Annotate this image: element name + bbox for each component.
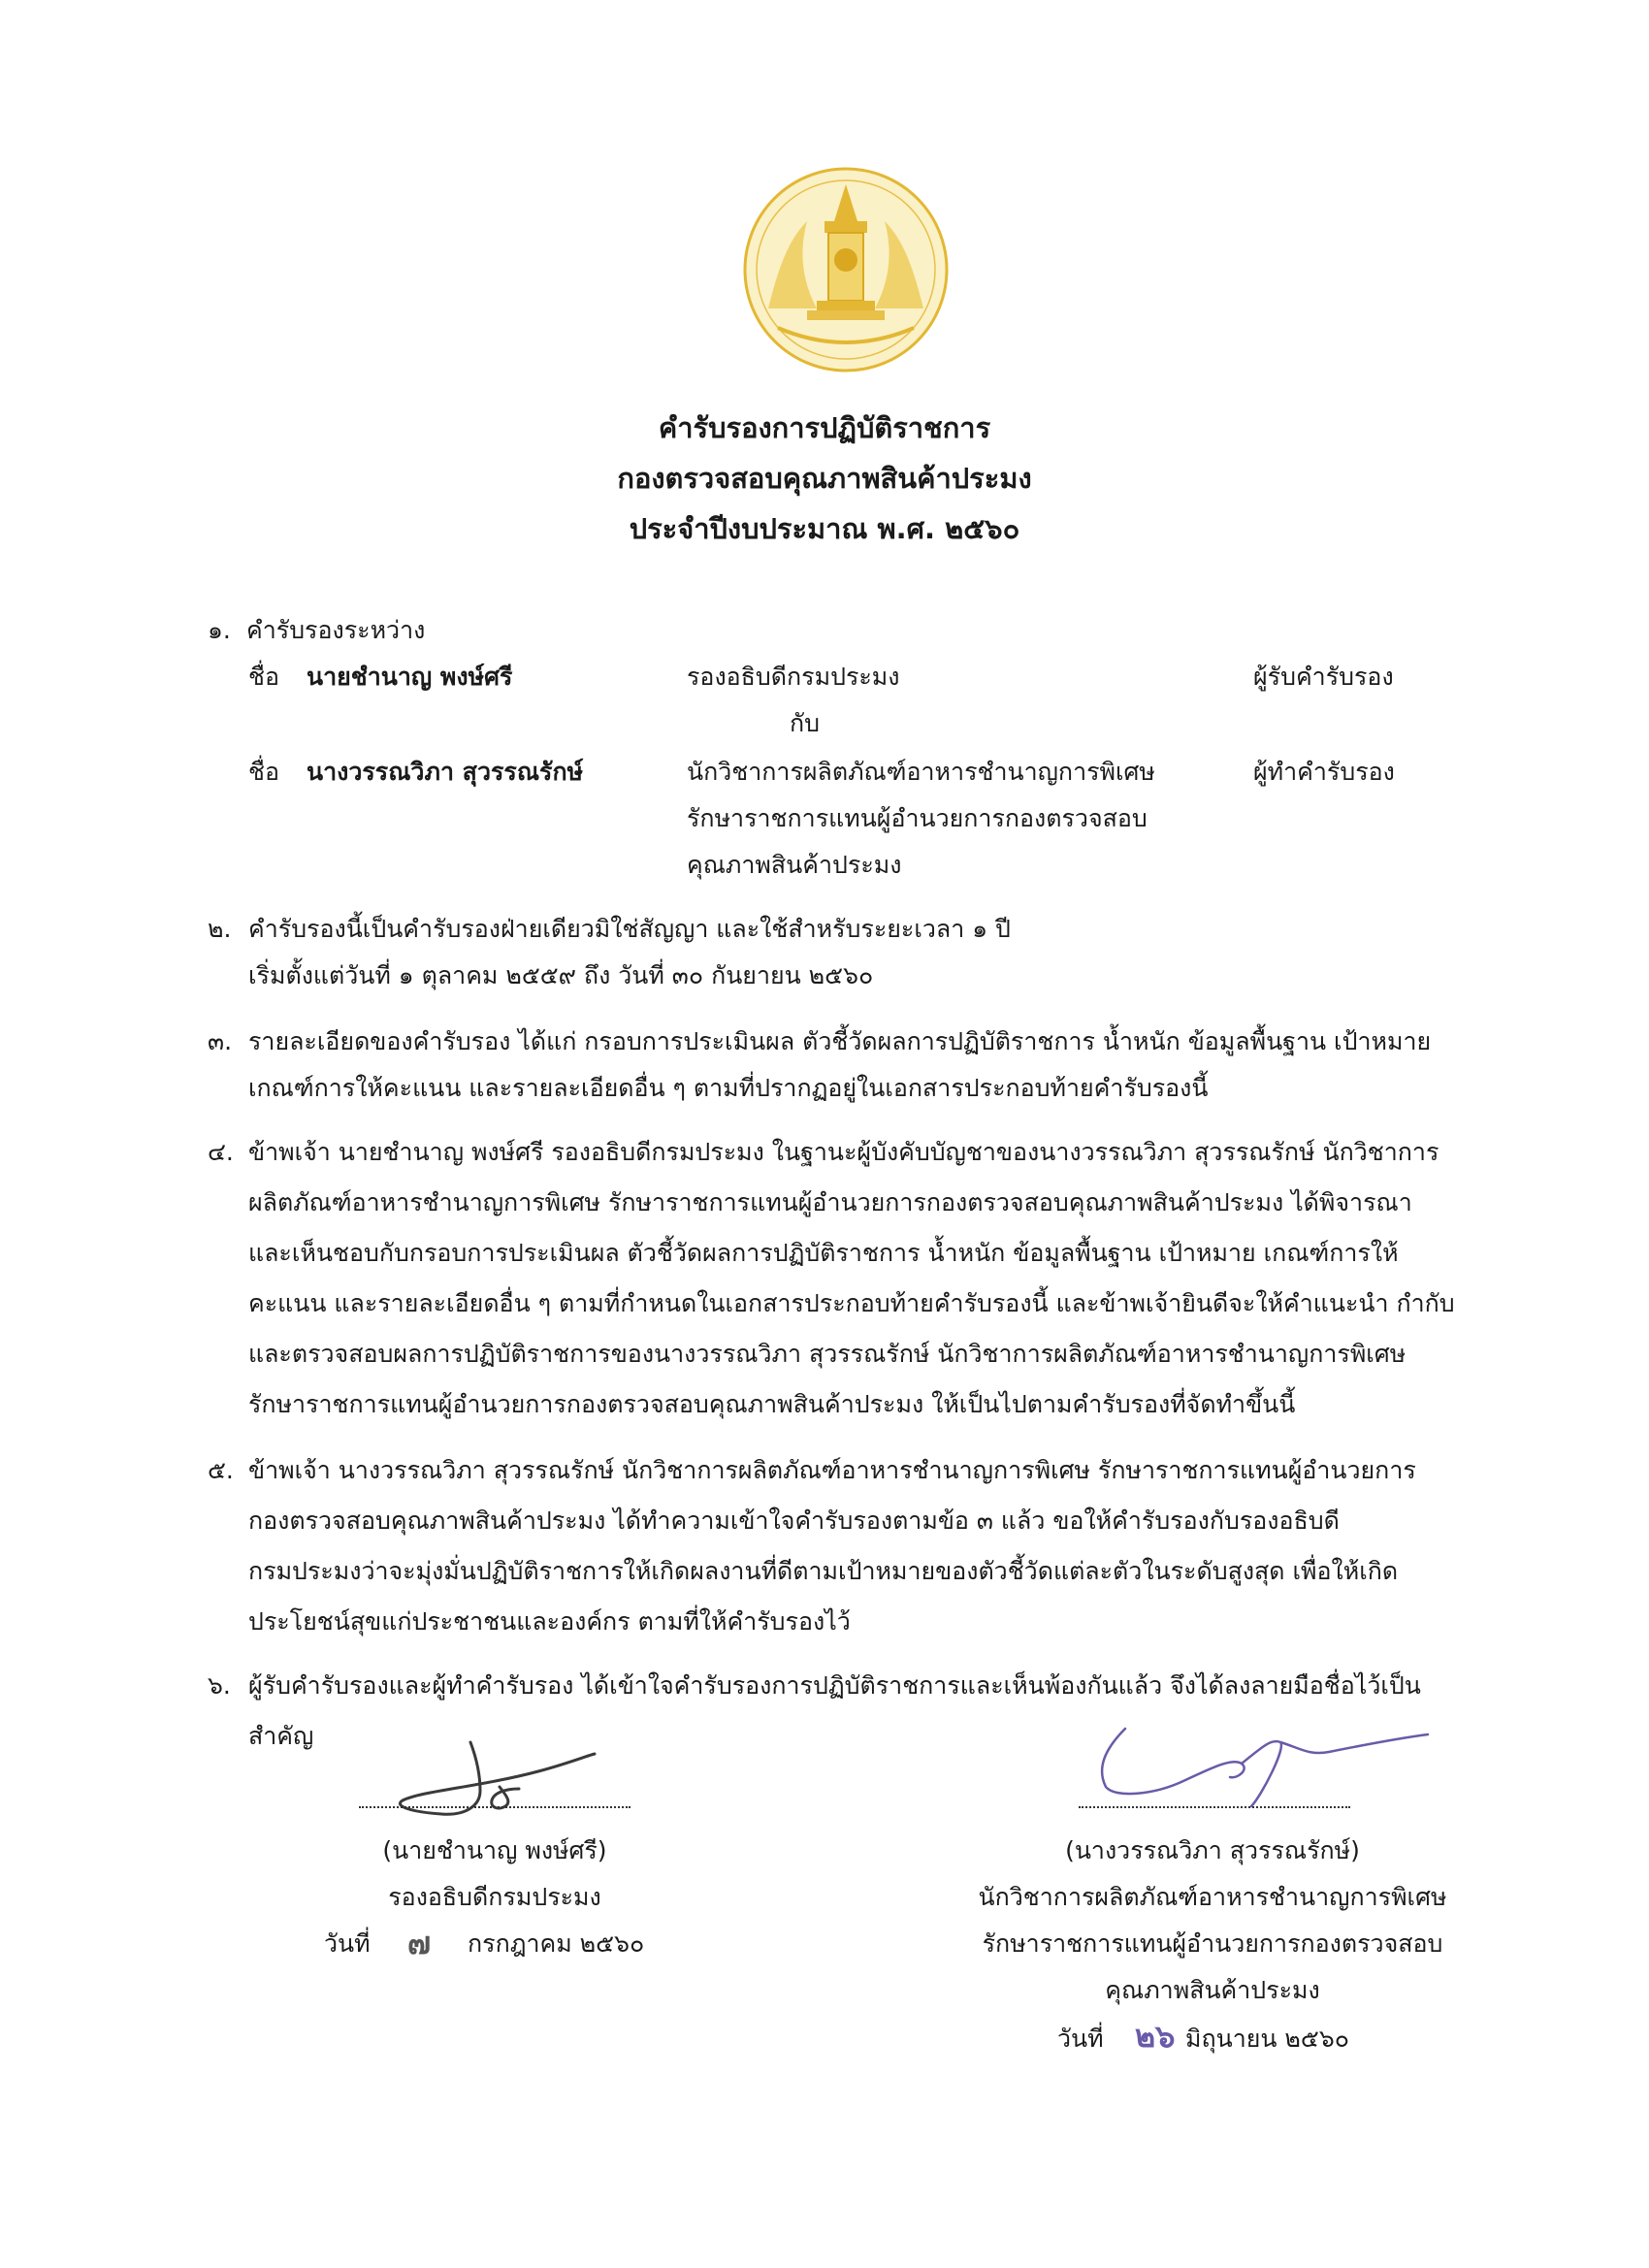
section-6-line2: สำคัญ (248, 1722, 314, 1750)
signatory-right-position-line1: นักวิชาการผลิตภัณฑ์อาหารชำนาญการพิเศษ (978, 1883, 1447, 1911)
party1-role: ผู้รับคำรับรอง (1253, 663, 1394, 691)
party2-position-line1: นักวิชาการผลิตภัณฑ์อาหารชำนาญการพิเศษ (687, 758, 1155, 786)
section-6-number: ๖. (208, 1671, 231, 1700)
signatory-right-position-line2: รักษาราชการแทนผู้อำนวยการกองตรวจสอบ (982, 1929, 1443, 1958)
section-2-line2: เริ่มตั้งแต่วันที่ ๑ ตุลาคม ๒๕๕๙ ถึง วันที่ ๓๐ กันยายน ๒๕๖๐ (248, 961, 874, 989)
signature-right (1067, 1709, 1436, 1816)
signatory-right-name: (นางวรรณวิภา สุวรรณรักษ์) (1065, 1836, 1360, 1864)
section-4-line6: รักษาราชการแทนผู้อำนวยการกองตรวจสอบคุณภาพสินค้าประมง ให้เป็นไปตามคำรับรองที่จัดทำขึ้นนี้ (248, 1390, 1296, 1418)
party1-name: นายชำนาญ พงษ์ศรี (307, 663, 513, 691)
signature-line-right (1079, 1806, 1350, 1808)
section-1-number: ๑. (208, 616, 231, 644)
signatory-right-date-day: ๒๖ (1135, 2018, 1176, 2055)
section-5-line3: กรมประมงว่าจะมุ่งมั่นปฏิบัติราชการให้เกิดผลงานที่ดีตามเป้าหมายของตัวชี้วัดแต่ละตัวในระดับสูงสุด เพื่อให้เกิด (248, 1557, 1399, 1585)
signatory-right-date-month-year: มิถุนายน ๒๕๖๐ (1185, 2025, 1349, 2053)
signatory-left-date-label: วันที่ (324, 1929, 371, 1958)
title-line-2: กองตรวจสอบคุณภาพสินค้าประมง (617, 462, 1032, 495)
section-2-number: ๒. (208, 915, 232, 943)
section-4-line5: และตรวจสอบผลการปฏิบัติราชการของนางวรรณวิภา สุวรรณรักษ์ นักวิชาการผลิตภัณฑ์อาหารชำนาญการพิเศษ (248, 1340, 1406, 1368)
section-2-line1: คำรับรองนี้เป็นคำรับรองฝ่ายเดียวมิใช่สัญญา และใช้สำหรับระยะเวลา ๑ ปี (248, 915, 1011, 943)
signature-left (383, 1729, 606, 1826)
signature-line-left (359, 1806, 630, 1808)
section-1-heading: คำรับรองระหว่าง (246, 616, 426, 644)
party2-name: นางวรรณวิภา สุวรรณรักษ์ (307, 758, 584, 786)
section-5-line4: ประโยชน์สุขแก่ประชาชนและองค์กร ตามที่ให้คำรับรองไว้ (248, 1607, 851, 1636)
title-line-1: คำรับรองการปฏิบัติราชการ (658, 411, 991, 444)
signatory-left-date-month-year: กรกฎาคม ๒๕๖๐ (468, 1929, 645, 1958)
signatory-left-position: รองอธิบดีกรมประมง (388, 1883, 601, 1911)
title-line-3: ประจำปีงบประมาณ พ.ศ. ๒๕๖๐ (629, 512, 1020, 545)
signatory-right-position-line3: คุณภาพสินค้าประมง (1105, 1976, 1320, 2004)
section-4-line1: ข้าพเจ้า นายชำนาญ พงษ์ศรี รองอธิบดีกรมประมง ในฐานะผู้บังคับบัญชาของนางวรรณวิภา สุวรรณรักษ์ นักวิชาการ (248, 1138, 1439, 1166)
section-5-line1: ข้าพเจ้า นางวรรณวิภา สุวรรณรักษ์ นักวิชาการผลิตภัณฑ์อาหารชำนาญการพิเศษ รักษาราชการแทนผู้อำนวยการ (248, 1456, 1416, 1484)
section-3-number: ๓. (208, 1027, 233, 1055)
section-4-line2: ผลิตภัณฑ์อาหารชำนาญการพิเศษ รักษาราชการแทนผู้อำนวยการกองตรวจสอบคุณภาพสินค้าประมง ได้พิจารณา (248, 1188, 1412, 1216)
party2-position-line3: คุณภาพสินค้าประมง (687, 851, 902, 879)
section-5-number: ๕. (208, 1456, 234, 1484)
party2-position-line2: รักษาราชการแทนผู้อำนวยการกองตรวจสอบ (687, 804, 1148, 832)
signatory-left-date-day: ๗ (407, 1925, 432, 1961)
party1-label: ชื่อ (248, 663, 279, 691)
section-4-line4: คะแนน และรายละเอียดอื่น ๆ ตามที่กำหนดในเอกสารประกอบท้ายคำรับรองนี้ และข้าพเจ้ายินดีจะให้คำแนะนำ กำกับ (248, 1289, 1455, 1317)
section-4-number: ๔. (208, 1138, 234, 1166)
signatory-right-date-label: วันที่ (1057, 2025, 1104, 2053)
section-5-line2: กองตรวจสอบคุณภาพสินค้าประมง ได้ทำความเข้าใจคำรับรองตามข้อ ๓ แล้ว ขอให้คำรับรองกับรองอธิบดี (248, 1507, 1340, 1535)
section-3-line2: เกณฑ์การให้คะแนน และรายละเอียดอื่น ๆ ตามที่ปรากฏอยู่ในเอกสารประกอบท้ายคำรับรองนี้ (248, 1074, 1209, 1102)
signatory-left-name: (นายชำนาญ พงษ์ศรี) (382, 1836, 607, 1864)
section-4-line3: และเห็นชอบกับกรอบการประเมินผล ตัวชี้วัดผลการปฏิบัติราชการ น้ำหนัก ข้อมูลพื้นฐาน เป้าหมาย เกณฑ์การให้ (248, 1239, 1399, 1267)
thai-government-emblem-icon (739, 163, 953, 376)
section-3-line1: รายละเอียดของคำรับรอง ได้แก่ กรอบการประเมินผล ตัวชี้วัดผลการปฏิบัติราชการ น้ำหนัก ข้อมูลพื้นฐาน เป้าหมาย (248, 1027, 1432, 1055)
party2-role: ผู้ทำคำรับรอง (1253, 758, 1395, 786)
party2-label: ชื่อ (248, 758, 279, 786)
connector-with: กับ (790, 709, 821, 737)
party1-position: รองอธิบดีกรมประมง (687, 663, 900, 691)
section-6-line1: ผู้รับคำรับรองและผู้ทำคำรับรอง ได้เข้าใจคำรับรองการปฏิบัติราชการและเห็นพ้องกันแล้ว จึงได้ลงลายมือชื่อไว้เป็น (248, 1671, 1421, 1700)
